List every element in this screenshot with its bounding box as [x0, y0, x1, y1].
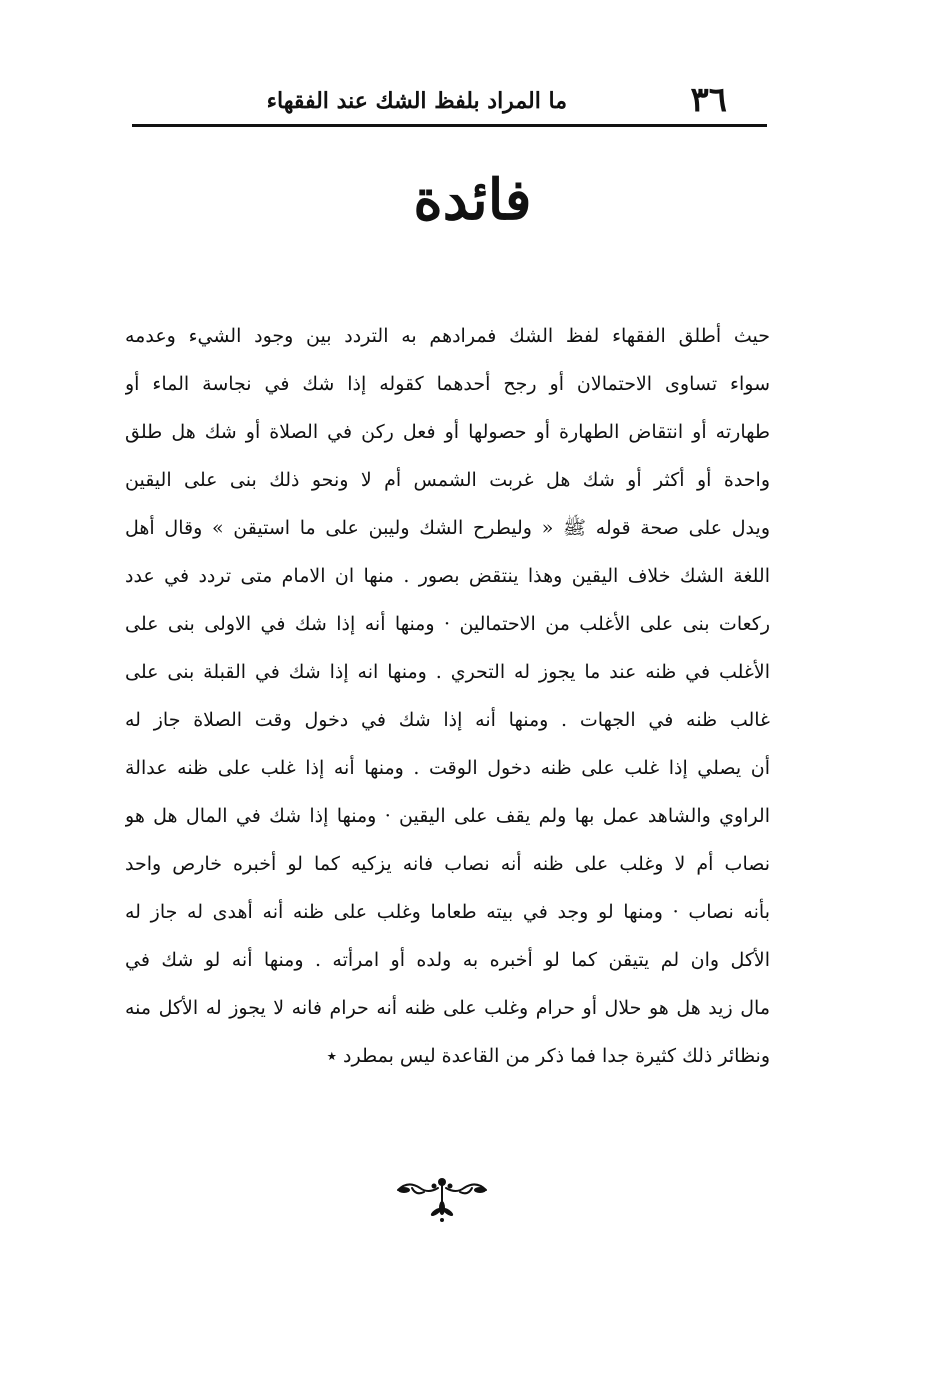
text-line: سواء تساوى الاحتمالان أو رجح أحدهما كقوله إذا شك في نجاسة الماء أو	[125, 373, 770, 395]
text-line: اللغة الشك خلاف اليقين وهذا ينتقض بصور . منها ان الامام متى تردد في عدد	[125, 565, 770, 587]
text-line: الأغلب في ظنه عند ما يجوز له التحري . ومنها انه إذا شك في القبلة بنى على	[125, 661, 770, 683]
body-text	[125, 312, 770, 1080]
text-line: طهارته أو انتقاض الطهارة أو حصولها أو فعل ركن في الصلاة أو شك هل طلق	[125, 421, 770, 443]
text-line: حيث أطلق الفقهاء لفظ الشك فمرادهم به التردد بين وجود الشيء وعدمه	[125, 325, 770, 347]
page-header	[132, 76, 767, 124]
text-line: غالب ظنه في الجهات . ومنها أنه إذا شك في دخول وقت الصلاة جاز له	[125, 709, 770, 731]
text-line: ويدل على صحة قوله ﷺ « وليطرح الشك وليبن على ما استيقن » وقال أهل	[125, 517, 770, 539]
page-number: ٣٦	[690, 80, 727, 120]
text-line: أن يصلي إذا غلب على ظنه دخول الوقت . ومنها أنه إذا غلب على ظنه عدالة	[125, 757, 770, 779]
header-rule	[132, 124, 767, 127]
text-line: الأكل وان لم يتيقن كما لو أخبره به ولده أو امرأته . ومنها أنه لو شك في	[125, 949, 770, 971]
running-title: ما المراد بلفظ الشك عند الفقهاء	[266, 88, 567, 114]
text-line: الراوي والشاهد عمل بها ولم يقف على اليقين · ومنها إذا شك في المال هل هو	[125, 805, 770, 827]
text-line: ركعات بنى على الأغلب من الاحتمالين · ومنها أنه إذا شك في الاولى بنى على	[125, 613, 770, 635]
text-line: بأنه نصاب · ومنها لو وجد في بيته طعاما وغلب على ظنه أنه أهدى له جاز له	[125, 901, 770, 923]
text-line: واحدة أو أكثر أو شك هل غربت الشمس أم لا ونحو ذلك بنى على اليقين	[125, 469, 770, 491]
section-title: فائدة	[413, 167, 532, 233]
text-line: مال زيد هل هو حلال أو حرام وغلب على ظنه أنه حرام فانه لا يجوز له الأكل منه	[125, 997, 770, 1019]
floral-ornament-icon	[392, 1168, 492, 1228]
text-line: ونظائر ذلك كثيرة جدا فما ذكر من القاعدة ليس بمطرد ٭	[326, 1045, 770, 1067]
text-line: نصاب أم لا وغلب على ظنه أنه نصاب فانه يزكيه كما لو أخبره خارص واحد	[125, 853, 770, 875]
